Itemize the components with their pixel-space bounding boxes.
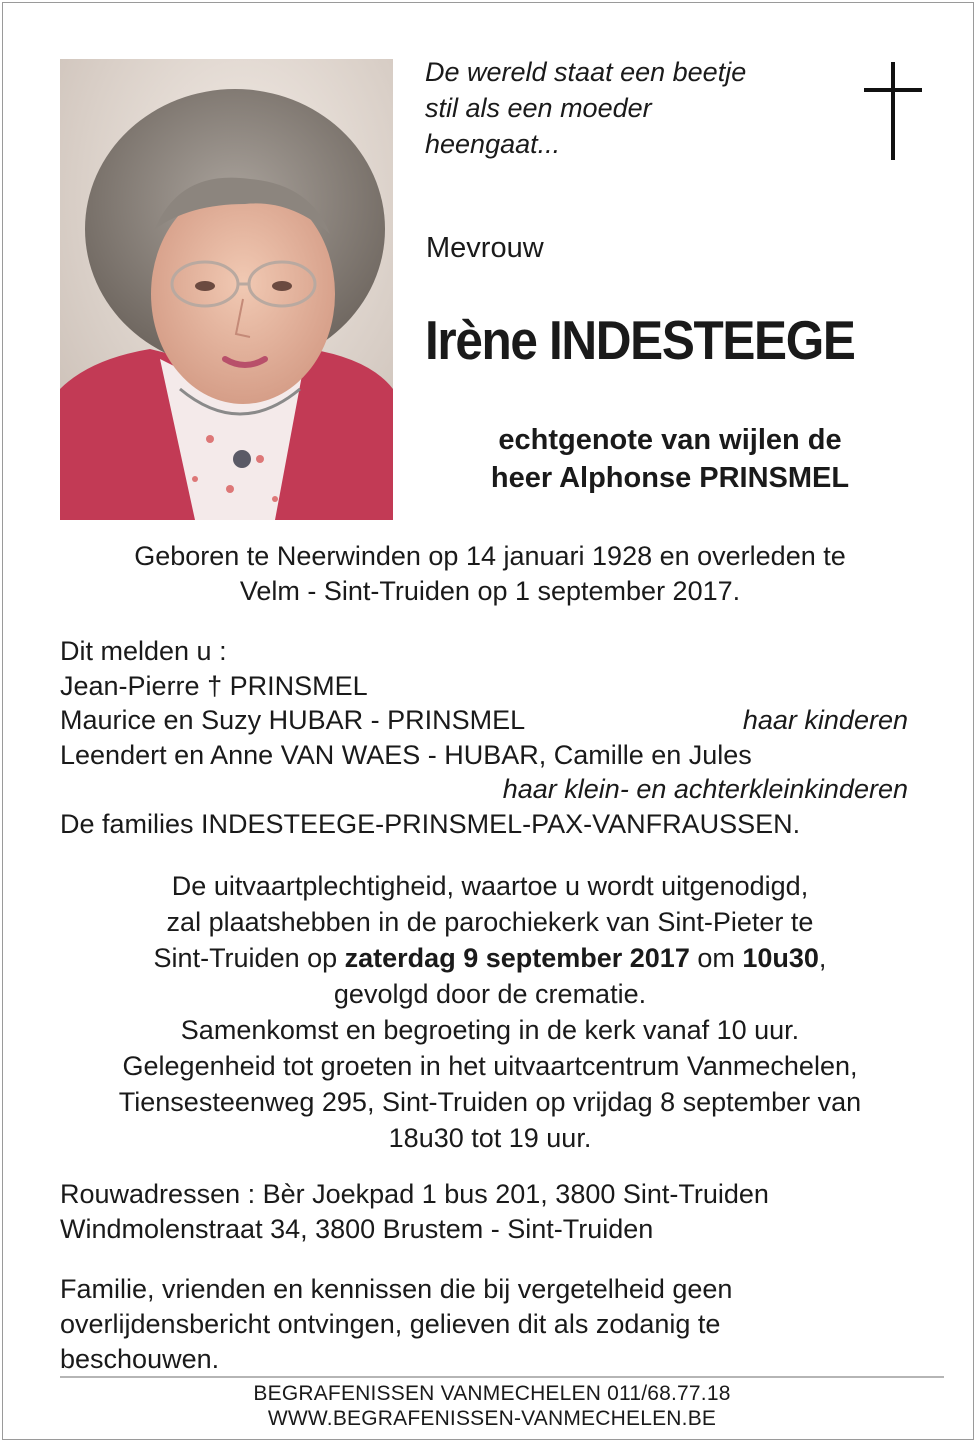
- ceremony-text: om: [689, 943, 743, 973]
- birth-death-info: [40, 539, 940, 609]
- ceremony-info: [40, 868, 940, 1156]
- family-announcement: [60, 634, 920, 841]
- quote-line: De wereld staat een beetje: [425, 57, 747, 87]
- family-member-line: Jean-Pierre † PRINSMEL: [60, 670, 368, 701]
- ceremony-line: Gelegenheid tot groeten in het uitvaartcentrum Vanmechelen,: [122, 1051, 858, 1081]
- ceremony-line: zal plaatshebben in de parochiekerk van Sint-Pieter te: [166, 907, 814, 937]
- family-member-line: Leendert en Anne VAN WAES - HUBAR, Camille en Jules: [60, 739, 752, 770]
- role-label: haar kinderen: [742, 705, 908, 735]
- notice-line: beschouwen.: [60, 1344, 220, 1374]
- ceremony-line: De uitvaartplechtigheid, waartoe u wordt uitgenodigd,: [171, 871, 809, 901]
- funeral-home-footer: [60, 1381, 924, 1431]
- role-label: haar klein- en achterkleinkinderen: [502, 774, 908, 804]
- cross-icon: [864, 62, 922, 160]
- birth-line: Geboren te Neerwinden op 14 januari 1928 en overleden te: [134, 541, 846, 571]
- address-line: Rouwadressen : Bèr Joekpad 1 bus 201, 3800 Sint-Truiden: [60, 1179, 769, 1209]
- family-member-text: Maurice en Suzy HUBAR - PRINSMEL: [60, 705, 526, 735]
- spouse-info: [410, 421, 930, 497]
- address-line: Windmolenstraat 34, 3800 Brustem - Sint-Truiden: [60, 1214, 654, 1244]
- deceased-name: Irène INDESTEEGE: [425, 309, 855, 371]
- ceremony-time: 10u30: [742, 943, 819, 973]
- spouse-line: echtgenote van wijlen de: [498, 424, 842, 456]
- ceremony-line: gevolgd door de crematie.: [333, 979, 647, 1009]
- portrait-photo: [60, 59, 393, 520]
- announce-intro: Dit melden u :: [60, 636, 227, 666]
- notice-text: [60, 1272, 890, 1377]
- deceased-title: Mevrouw: [426, 232, 544, 264]
- footer-contact: BEGRAFENISSEN VANMECHELEN 011/68.77.18: [253, 1382, 731, 1405]
- ceremony-text: Sint-Truiden op: [153, 943, 345, 973]
- portrait-photo-icon: [60, 59, 393, 520]
- birth-line: Velm - Sint-Truiden op 1 september 2017.: [239, 576, 741, 606]
- ceremony-line: Samenkomst en begroeting in de kerk vanaf 10 uur.: [180, 1015, 800, 1045]
- ceremony-line: [40, 940, 940, 976]
- quote: [425, 54, 845, 162]
- footer-website[interactable]: WWW.BEGRAFENISSEN-VANMECHELEN.BE: [267, 1407, 717, 1430]
- notice-line: overlijdensbericht ontvingen, gelieven dit als zodanig te: [60, 1309, 721, 1339]
- quote-line: heengaat...: [425, 129, 561, 159]
- mourning-addresses: [60, 1177, 769, 1247]
- spouse-line: heer Alphonse PRINSMEL: [490, 462, 850, 494]
- family-member-line: [60, 703, 920, 738]
- quote-line: stil als een moeder: [425, 93, 652, 123]
- ceremony-line: Tiensesteenweg 295, Sint-Truiden op vrijdag 8 september van: [118, 1087, 862, 1117]
- ceremony-text: ,: [818, 943, 827, 973]
- notice-line: Familie, vrienden en kennissen die bij vergetelheid geen: [60, 1274, 733, 1304]
- footer-divider: [60, 1376, 944, 1378]
- ceremony-line: 18u30 tot 19 uur.: [388, 1123, 592, 1153]
- ceremony-date: zaterdag 9 september 2017: [344, 943, 690, 973]
- family-member-line: De families INDESTEEGE-PRINSMEL-PAX-VANFRAUSSEN.: [60, 808, 801, 839]
